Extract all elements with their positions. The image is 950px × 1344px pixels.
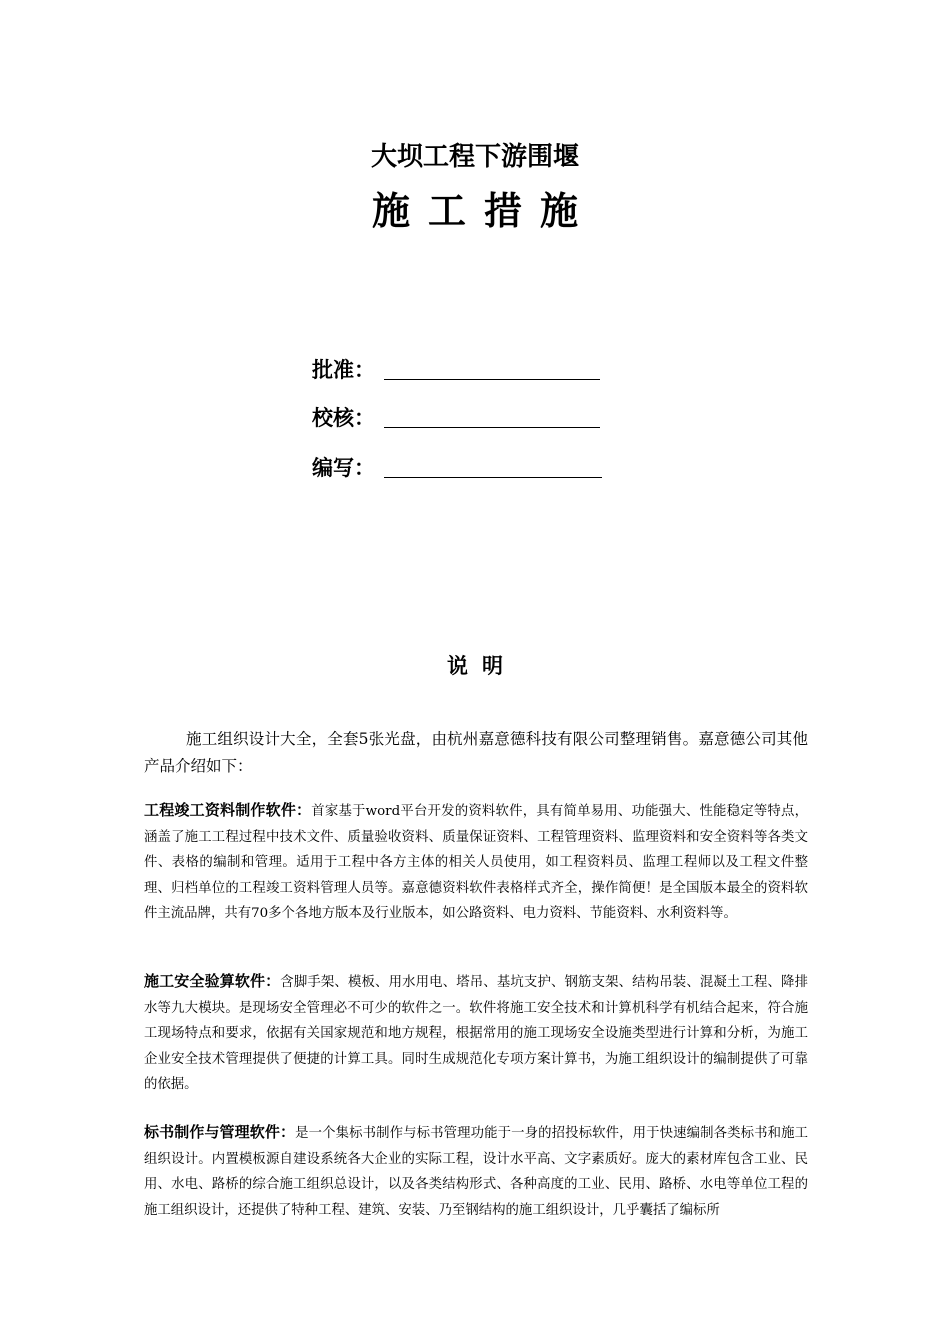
notes-intro: 施工组织设计大全，全套5张光盘，由杭州嘉意德科技有限公司整理销售。嘉意德公司其他产品介绍如下： — [144, 730, 808, 775]
product-description: 含脚手架、模板、用水用电、塔吊、基坑支护、钢筋支架、结构吊装、混凝土工程、降排水等九大模块。是现场安全管理必不可少的软件之一。软件将施工安全技术和计算机科学有机结合起来，符合施工现场特点和要求，依据有关国家规范和地方规程，根据常用的施工现场安全设施类型进行计算和分析，为施工企业安全技术管理提供了便捷的计算工具。同时生成规范化专项方案计算书，为施工组织设计的编制提供了可靠的依据。 — [144, 975, 808, 1092]
check-signature-line — [384, 405, 600, 428]
product-name: 工程竣工资料制作软件： — [144, 801, 312, 819]
product-paragraph — [144, 798, 808, 927]
document-title-line1: 大坝工程下游围堰 — [370, 142, 579, 172]
check-label: 校核： — [312, 406, 375, 430]
product-description: 首家基于word平台开发的资料软件，具有简单易用、功能强大、性能稳定等特点，涵盖了施工工程过程中技术文件、质量验收资料、质量保证资料、工程管理资料、监理资料和安全资料等各类文件、表格的编制和管理。适用于工程中各方主体的相关人员使用，如工程资料员、监理工程师以及工程文件整理、归档单位的工程竣工资料管理人员等。嘉意德资料软件表格样式齐全，操作简便！是全国版本最全的资料软件主流品牌，共有70多个各地方版本及行业版本，如公路资料、电力资料、节能资料、水利资料等。 — [144, 804, 808, 921]
product-name: 标书制作与管理软件： — [144, 1123, 296, 1141]
author-label: 编写： — [312, 456, 375, 480]
product-description: 是一个集标书制作与标书管理功能于一身的招投标软件，用于快速编制各类标书和施工组织设计。内置模板源自建设系统各大企业的实际工程，设计水平高、文字素质好。庞大的素材库包含工业、民用、水电、路桥的综合施工组织总设计，以及各类结构形式、各种高度的工业、民用、路桥、水电等单位工程的施工组织设计，还提供了特种工程、建筑、安装、乃至钢结构的施工组织设计，几乎囊括了编标所 — [144, 1126, 808, 1218]
signature-row-check — [312, 400, 600, 432]
product-paragraph — [144, 1120, 808, 1223]
signature-row-author — [312, 450, 602, 482]
notes-heading: 说明 — [447, 654, 517, 678]
document-title-line2: 施工措施 — [371, 189, 596, 233]
author-signature-line — [384, 455, 602, 478]
signature-row-approve — [312, 352, 600, 384]
product-paragraph — [144, 969, 808, 1098]
product-name: 施工安全验算软件： — [144, 972, 281, 990]
approve-signature-line — [384, 357, 600, 380]
approve-label: 批准： — [312, 358, 375, 382]
